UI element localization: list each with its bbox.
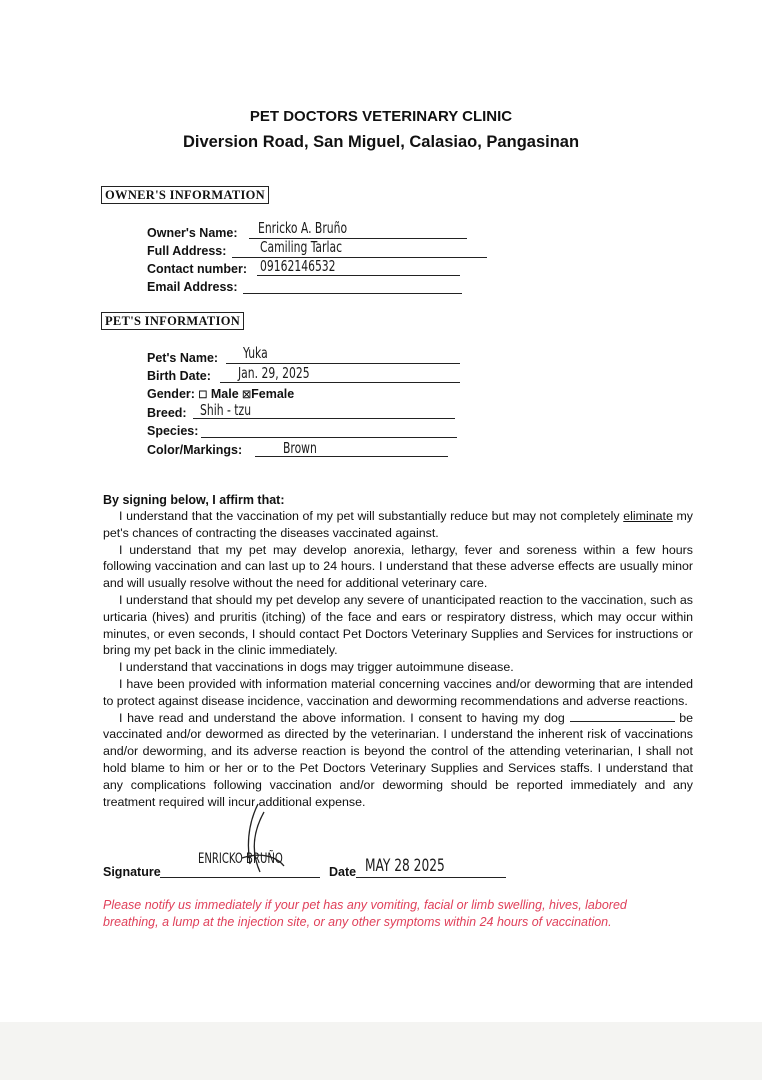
email-label: Email Address: [147,280,238,294]
p1-text-a: I understand that the vaccination of my pet will substantially reduce but may not completely [119,509,624,523]
affirmation-paragraph-6 [103,710,693,811]
p6-text-b: be vaccinated and/or dewormed as directed by the veterinarian. I understand the inherent risk of vaccinations and/or deworming, and its adverse reaction is beyond the control of the attending veterinarian, I shall not hold blame to him or her or to the Pet Doctors Veterinary Supplies and Services staffs. I understand that any complications following vaccination and/or deworming should be reported immediately and any treatment required will incur additional expense. [103,710,694,809]
owner-address-label: Full Address: [147,244,227,258]
post-vaccination-notice: Please notify us immediately if your pet has any vomiting, facial or limb swelling, hives, labored breathing, a lump at the injection site, or any other symptoms within 24 hours of vaccination. [103,898,627,929]
affirmation-title: By signing below, I affirm that: [103,493,285,507]
breed-label: Breed: [147,406,187,420]
pet-section-title: PET'S INFORMATION [101,312,244,330]
birth-date-value[interactable]: Jan. 29, 2025 [238,364,310,382]
affirmation-paragraph-3: I understand that should my pet develop any severe of unanticipated reaction to the vaccination, such as urticaria (hives) and pruritis (itching) of the face and ears or respiratory distress, which may occur within minutes, or even seconds, I should contact Pet Doctors Veterinary Supplies and Services for instructions or bring my pet back in the clinic immediately. [103,592,693,658]
color-label: Color/Markings: [147,443,243,457]
owner-section-title: OWNER'S INFORMATION [101,186,269,204]
gender-label: Gender: [147,387,195,401]
p1-text-b: my pet's chances of contracting the diseases vaccinated against. [103,509,693,540]
owner-name-value[interactable]: Enricko A. Bruño [258,219,348,237]
affirmation-text [103,508,693,810]
breed-value[interactable]: Shih - tzu [200,401,252,419]
color-value[interactable]: Brown [283,439,317,457]
birth-date-label: Birth Date: [147,369,211,383]
species-line [201,437,457,438]
clinic-name: PET DOCTORS VETERINARY CLINIC [249,108,513,125]
signature-scribble [180,800,320,880]
affirmation-paragraph-4: I understand that vaccinations in dogs may trigger autoimmune disease. [119,660,514,675]
affirmation-paragraph-1 [103,508,693,542]
p6-text-a: I have read and understand the above information. I consent to having my dog [119,710,570,725]
birth-date-line [220,382,460,383]
affirmation-paragraph-2: I understand that my pet may develop anorexia, lethargy, fever and soreness within a few hours following vaccination and can last up to 24 hours. I understand that these adverse effects are usually minor and will usually resolve without the need for additional veterinary care. [103,542,693,591]
date-line [356,877,506,878]
species-label: Species: [147,424,199,438]
date-label: Date [329,865,357,879]
owner-address-value[interactable]: Camiling Tarlac [260,238,343,256]
contact-number-value[interactable]: 09162146532 [260,257,336,275]
pet-name-label: Pet's Name: [147,351,219,365]
contact-number-line [257,275,460,276]
p1-underlined-word: eliminate [623,509,673,523]
date-value[interactable]: MAY 28 2025 [365,856,445,876]
clinic-address: Diversion Road, San Miguel, Calasiao, Pangasinan [182,133,580,151]
signature-value[interactable]: ENRICKO BRUÑO [198,851,283,867]
owner-name-label: Owner's Name: [147,226,238,240]
affirmation-paragraph-5: I have been provided with information material concerning vaccines and/or deworming that are intended to protect against disease incidence, vaccination and deworming recommendations and adverse reactions. [103,676,693,708]
gender-male-label: Male [210,387,239,401]
female-checkbox[interactable]: ☒ [242,390,252,401]
male-checkbox[interactable]: ☐ [198,390,208,401]
gender-row [147,387,294,401]
gender-female-label: Female [251,387,295,401]
signature-line [160,877,320,878]
pet-name-value[interactable]: Yuka [243,344,268,362]
email-line [243,293,462,294]
contact-number-label: Contact number: [147,262,247,276]
signature-label: Signature [103,865,161,879]
dog-name-blank[interactable] [570,710,675,722]
